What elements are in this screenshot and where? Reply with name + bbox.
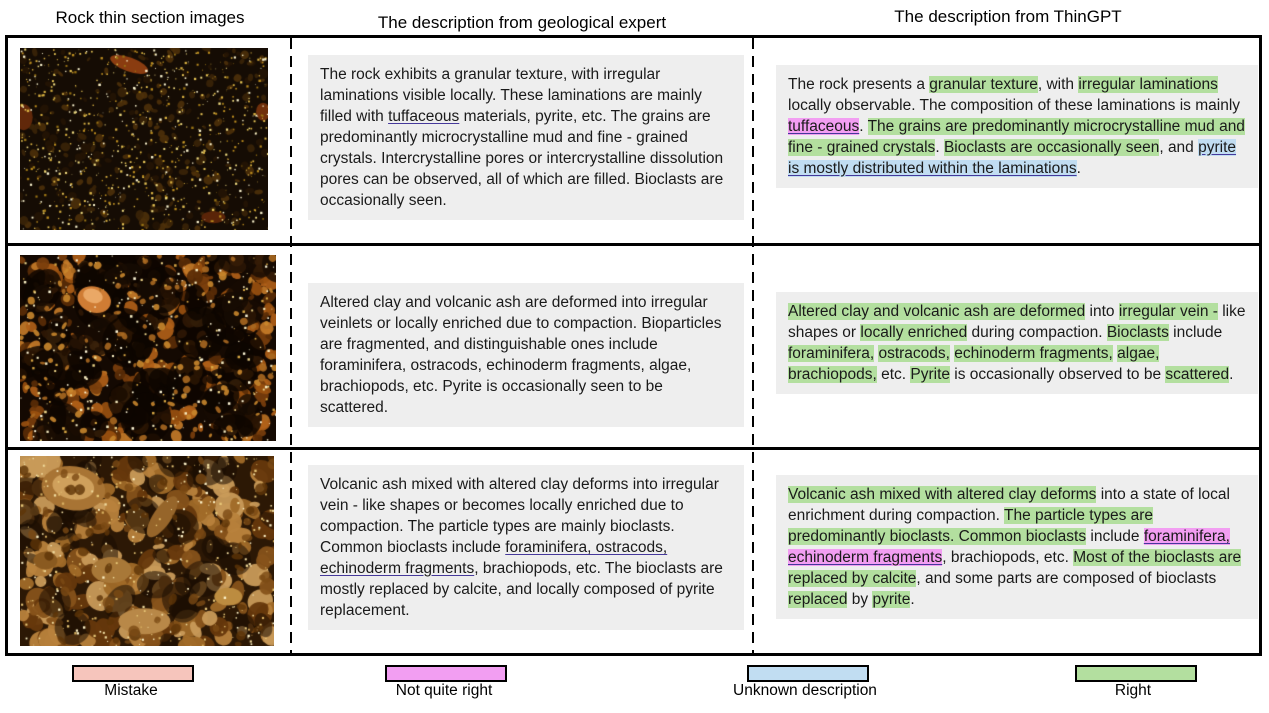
text-segment: irregular laminations — [1078, 76, 1218, 93]
text-segment: Altered clay and volcanic ash are deformed into irregular veinlets or locally enriched due to compaction. Bioparticles are fragmented, and distinguishable ones include foraminifera, ostracods, echinoderm fragments, algae, brachiopods, etc. Pyrite is occasionally seen to be scattered. — [320, 294, 722, 416]
text-segment: scattered — [1165, 366, 1230, 383]
text-segment: by — [847, 591, 873, 608]
text-segment: is occasionally observed to be — [950, 366, 1166, 383]
text-segment: include — [1168, 324, 1223, 341]
text-segment: pyrite — [872, 591, 911, 608]
thingpt-description-1 — [776, 65, 1258, 188]
table-row-2 — [8, 246, 1259, 447]
rock-image-cell-2 — [20, 255, 276, 441]
text-segment: foraminifera, ostracods, echinoderm fragments — [320, 539, 668, 577]
text-segment: locally observable. The composition of these laminations is mainly — [788, 97, 1241, 114]
text-segment: Volcanic ash mixed with altered clay deforms — [788, 486, 1097, 503]
legend-label-mistake: Mistake — [104, 682, 158, 699]
text-segment: Volcanic ash mixed with altered clay deforms into irregular vein - like shapes or becomes locally enriched due to compaction. The particle types are mainly bioclasts. Common bioclasts include — [320, 476, 719, 556]
thingpt-description-3 — [776, 475, 1258, 619]
legend-swatch-unknown — [747, 665, 869, 682]
text-segment: tuffaceous — [388, 108, 460, 125]
text-segment: Altered clay and volcanic ash are deformed — [788, 303, 1086, 320]
text-segment: ostracods, — [878, 345, 950, 362]
text-segment: The rock presents a — [788, 76, 930, 93]
column-header-thingpt: The description from ThinGPT — [894, 7, 1122, 26]
text-segment: etc. — [876, 366, 911, 383]
expert-description-1 — [308, 55, 744, 220]
text-segment: . — [859, 118, 868, 135]
text-segment: like shapes or — [788, 303, 1246, 341]
text-segment: The particle types are predominantly bioclasts. Common bioclasts — [788, 507, 1154, 545]
rock-thin-section-image-3 — [20, 456, 274, 646]
table-row-1 — [8, 38, 1259, 243]
text-segment: granular texture — [929, 76, 1038, 93]
legend-swatch-right — [1075, 665, 1197, 682]
text-segment: Bioclasts are occasionally seen — [943, 139, 1160, 156]
legend-swatch-mistake — [72, 665, 194, 682]
thingpt-description-2 — [776, 292, 1258, 394]
text-segment: tuffaceous — [788, 118, 860, 135]
rock-thin-section-image-2 — [20, 255, 276, 441]
table-row-3 — [8, 450, 1259, 653]
text-segment: during compaction. — [967, 324, 1107, 341]
text-segment: , and — [1159, 139, 1199, 156]
comparison-table — [5, 35, 1262, 656]
text-segment: pyrite is mostly distributed within the laminations — [788, 139, 1237, 177]
text-segment: . — [935, 139, 944, 156]
text-segment: Pyrite — [910, 366, 950, 383]
text-segment: , with — [1037, 76, 1079, 93]
text-segment: materials, pyrite, etc. The grains are predominantly microcrystalline mud and fine - grained crystals. Intercrystalline pores or intercrystalline dissolution pores can be observed, all of which are filled. Bioclasts are occasionally seen. — [320, 108, 724, 209]
text-segment: . — [1076, 160, 1081, 177]
rock-thin-section-image-1 — [20, 48, 268, 230]
text-segment: , and some parts are composed of bioclasts — [916, 570, 1217, 587]
text-segment: brachiopods, — [788, 366, 877, 383]
text-segment: replaced — [788, 591, 848, 608]
text-segment: foraminifera, echinoderm fragments — [788, 528, 1230, 566]
rock-image-cell-1 — [20, 48, 268, 230]
text-segment: into a state of local enrichment during compaction. — [788, 486, 1230, 524]
legend-label-right: Right — [1114, 682, 1152, 699]
legend-label-unknown: Unknown description — [733, 682, 877, 699]
legend-label-notquite: Not quite right — [395, 682, 493, 699]
text-segment: include — [1086, 528, 1144, 545]
text-segment: into — [1085, 303, 1119, 320]
text-segment: , brachiopods, etc. The bioclasts are mostly replaced by calcite, and locally composed of pyrite replacement. — [320, 560, 723, 619]
text-segment: echinoderm fragments, — [954, 345, 1113, 362]
column-divider-dashed-1 — [290, 38, 292, 653]
text-segment: , brachiopods, etc. — [942, 549, 1074, 566]
text-segment: irregular vein - — [1118, 303, 1218, 320]
text-segment: . — [1229, 366, 1234, 383]
expert-description-2 — [308, 283, 744, 427]
text-segment: The grains are predominantly microcrystalline mud and fine - grained crystals — [788, 118, 1245, 156]
text-segment: The rock exhibits a granular texture, with irregular laminations visible locally. These laminations are mainly filled with — [320, 66, 702, 125]
legend-swatch-notquite — [385, 665, 507, 682]
rock-image-cell-3 — [20, 456, 274, 646]
column-divider-dashed-2 — [752, 38, 754, 653]
text-segment: locally enriched — [860, 324, 968, 341]
column-header-images: Rock thin section images — [55, 8, 245, 27]
text-segment: foraminifera, — [788, 345, 875, 362]
expert-description-3 — [308, 465, 744, 630]
text-segment: algae, — [1117, 345, 1160, 362]
text-segment: Bioclasts — [1106, 324, 1169, 341]
column-header-expert: The description from geological expert — [377, 13, 667, 32]
text-segment: Most of the bioclasts are replaced by calcite — [788, 549, 1242, 587]
text-segment: . — [910, 591, 915, 608]
